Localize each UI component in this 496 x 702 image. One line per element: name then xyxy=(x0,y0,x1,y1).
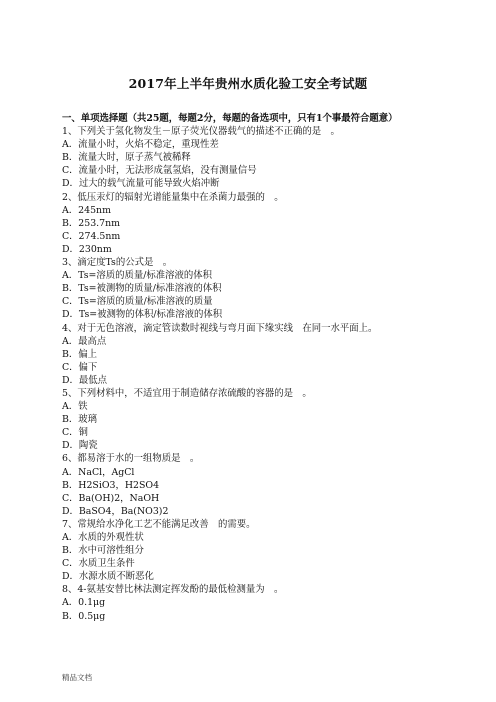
question-option: B．偏上 xyxy=(62,348,98,360)
questions-container xyxy=(62,125,436,623)
question-option: A．流量小时，火焰不稳定，重现性差 xyxy=(62,139,219,151)
question-option: C．274.5nm xyxy=(62,230,121,242)
question-option: A．0.1μg xyxy=(62,597,106,609)
question-stem: 6、都易溶于水的一组物质是 。 xyxy=(62,453,200,465)
question-stem: 8、4-氨基安替比林法测定挥发酚的最低检测量为 。 xyxy=(62,584,284,596)
footer-label: 精品文档 xyxy=(62,673,92,682)
question-option: D．陶瓷 xyxy=(62,440,98,452)
question-stem: 7、常规给水净化工艺不能满足改善 的需要。 xyxy=(62,518,256,530)
question-option: C．水质卫生条件 xyxy=(62,558,135,570)
question-option: B．玻璃 xyxy=(62,414,98,426)
section-heading: 一、单项选择题（共25题，每题2分，每题的备选项中，只有1个事最符合题意） xyxy=(62,113,398,124)
question-option: A．铁 xyxy=(62,401,88,413)
question-option: C．Ba(OH)2，NaOH xyxy=(62,492,160,504)
question-stem: 4、对于无色溶液，滴定管读数时视线与弯月面下缘实线 在同一水平面上。 xyxy=(62,322,378,334)
question-option: B．水中可溶性组分 xyxy=(62,545,144,557)
question-option: B．Ts=被测物的质量/标准溶液的体积 xyxy=(62,283,222,295)
question-option: B．H2SiO3，H2SO4 xyxy=(62,479,160,491)
question-option: C．流量小时，无法形成氩氢焰，没有测量信号 xyxy=(62,165,257,177)
question-option: A．NaCl，AgCl xyxy=(62,466,135,478)
question-option: C．偏下 xyxy=(62,361,98,373)
question-option: D．Ts=被测物的体积/标准溶液的体积 xyxy=(62,309,223,321)
question-option: B．0.5μg xyxy=(62,610,106,622)
question-option: A．Ts=溶质的质量/标准溶液的体积 xyxy=(62,270,213,282)
question-option: A．水质的外观性状 xyxy=(62,532,144,543)
question-stem: 1、下列关于氢化物发生－原子荧光仪器载气的描述不正确的是 。 xyxy=(62,126,340,138)
question-option: D．BaSO4，Ba(NO3)2 xyxy=(62,505,169,517)
page-title: 2017年上半年贵州水质化验工安全考试题 xyxy=(128,76,368,91)
question-option: C．铜 xyxy=(62,427,88,439)
question-option: D．230nm xyxy=(62,243,112,255)
question-option: C．Ts=溶质的质量/标准溶液的质量 xyxy=(62,296,213,308)
question-option: A．最高点 xyxy=(62,335,107,347)
question-option: D．过大的载气流量可能导致火焰冲断 xyxy=(62,178,220,190)
question-stem: 5、下列材料中，不适宜用于制造储存浓硫酸的容器的是 。 xyxy=(62,387,312,399)
question-option: B．253.7nm xyxy=(62,217,121,229)
question-stem: 3、滴定度Ts的公式是 。 xyxy=(62,257,173,269)
question-stem: 2、低压汞灯的辐射光谱能量集中在杀菌力最强的 。 xyxy=(62,191,284,203)
question-option: B．流量大时，原子蒸气被稀释 xyxy=(62,152,191,164)
question-option: D．最低点 xyxy=(62,374,108,386)
question-option: D．水源水质不断恶化 xyxy=(62,571,154,583)
question-list xyxy=(62,112,436,623)
question-option: A．245nm xyxy=(62,204,111,216)
